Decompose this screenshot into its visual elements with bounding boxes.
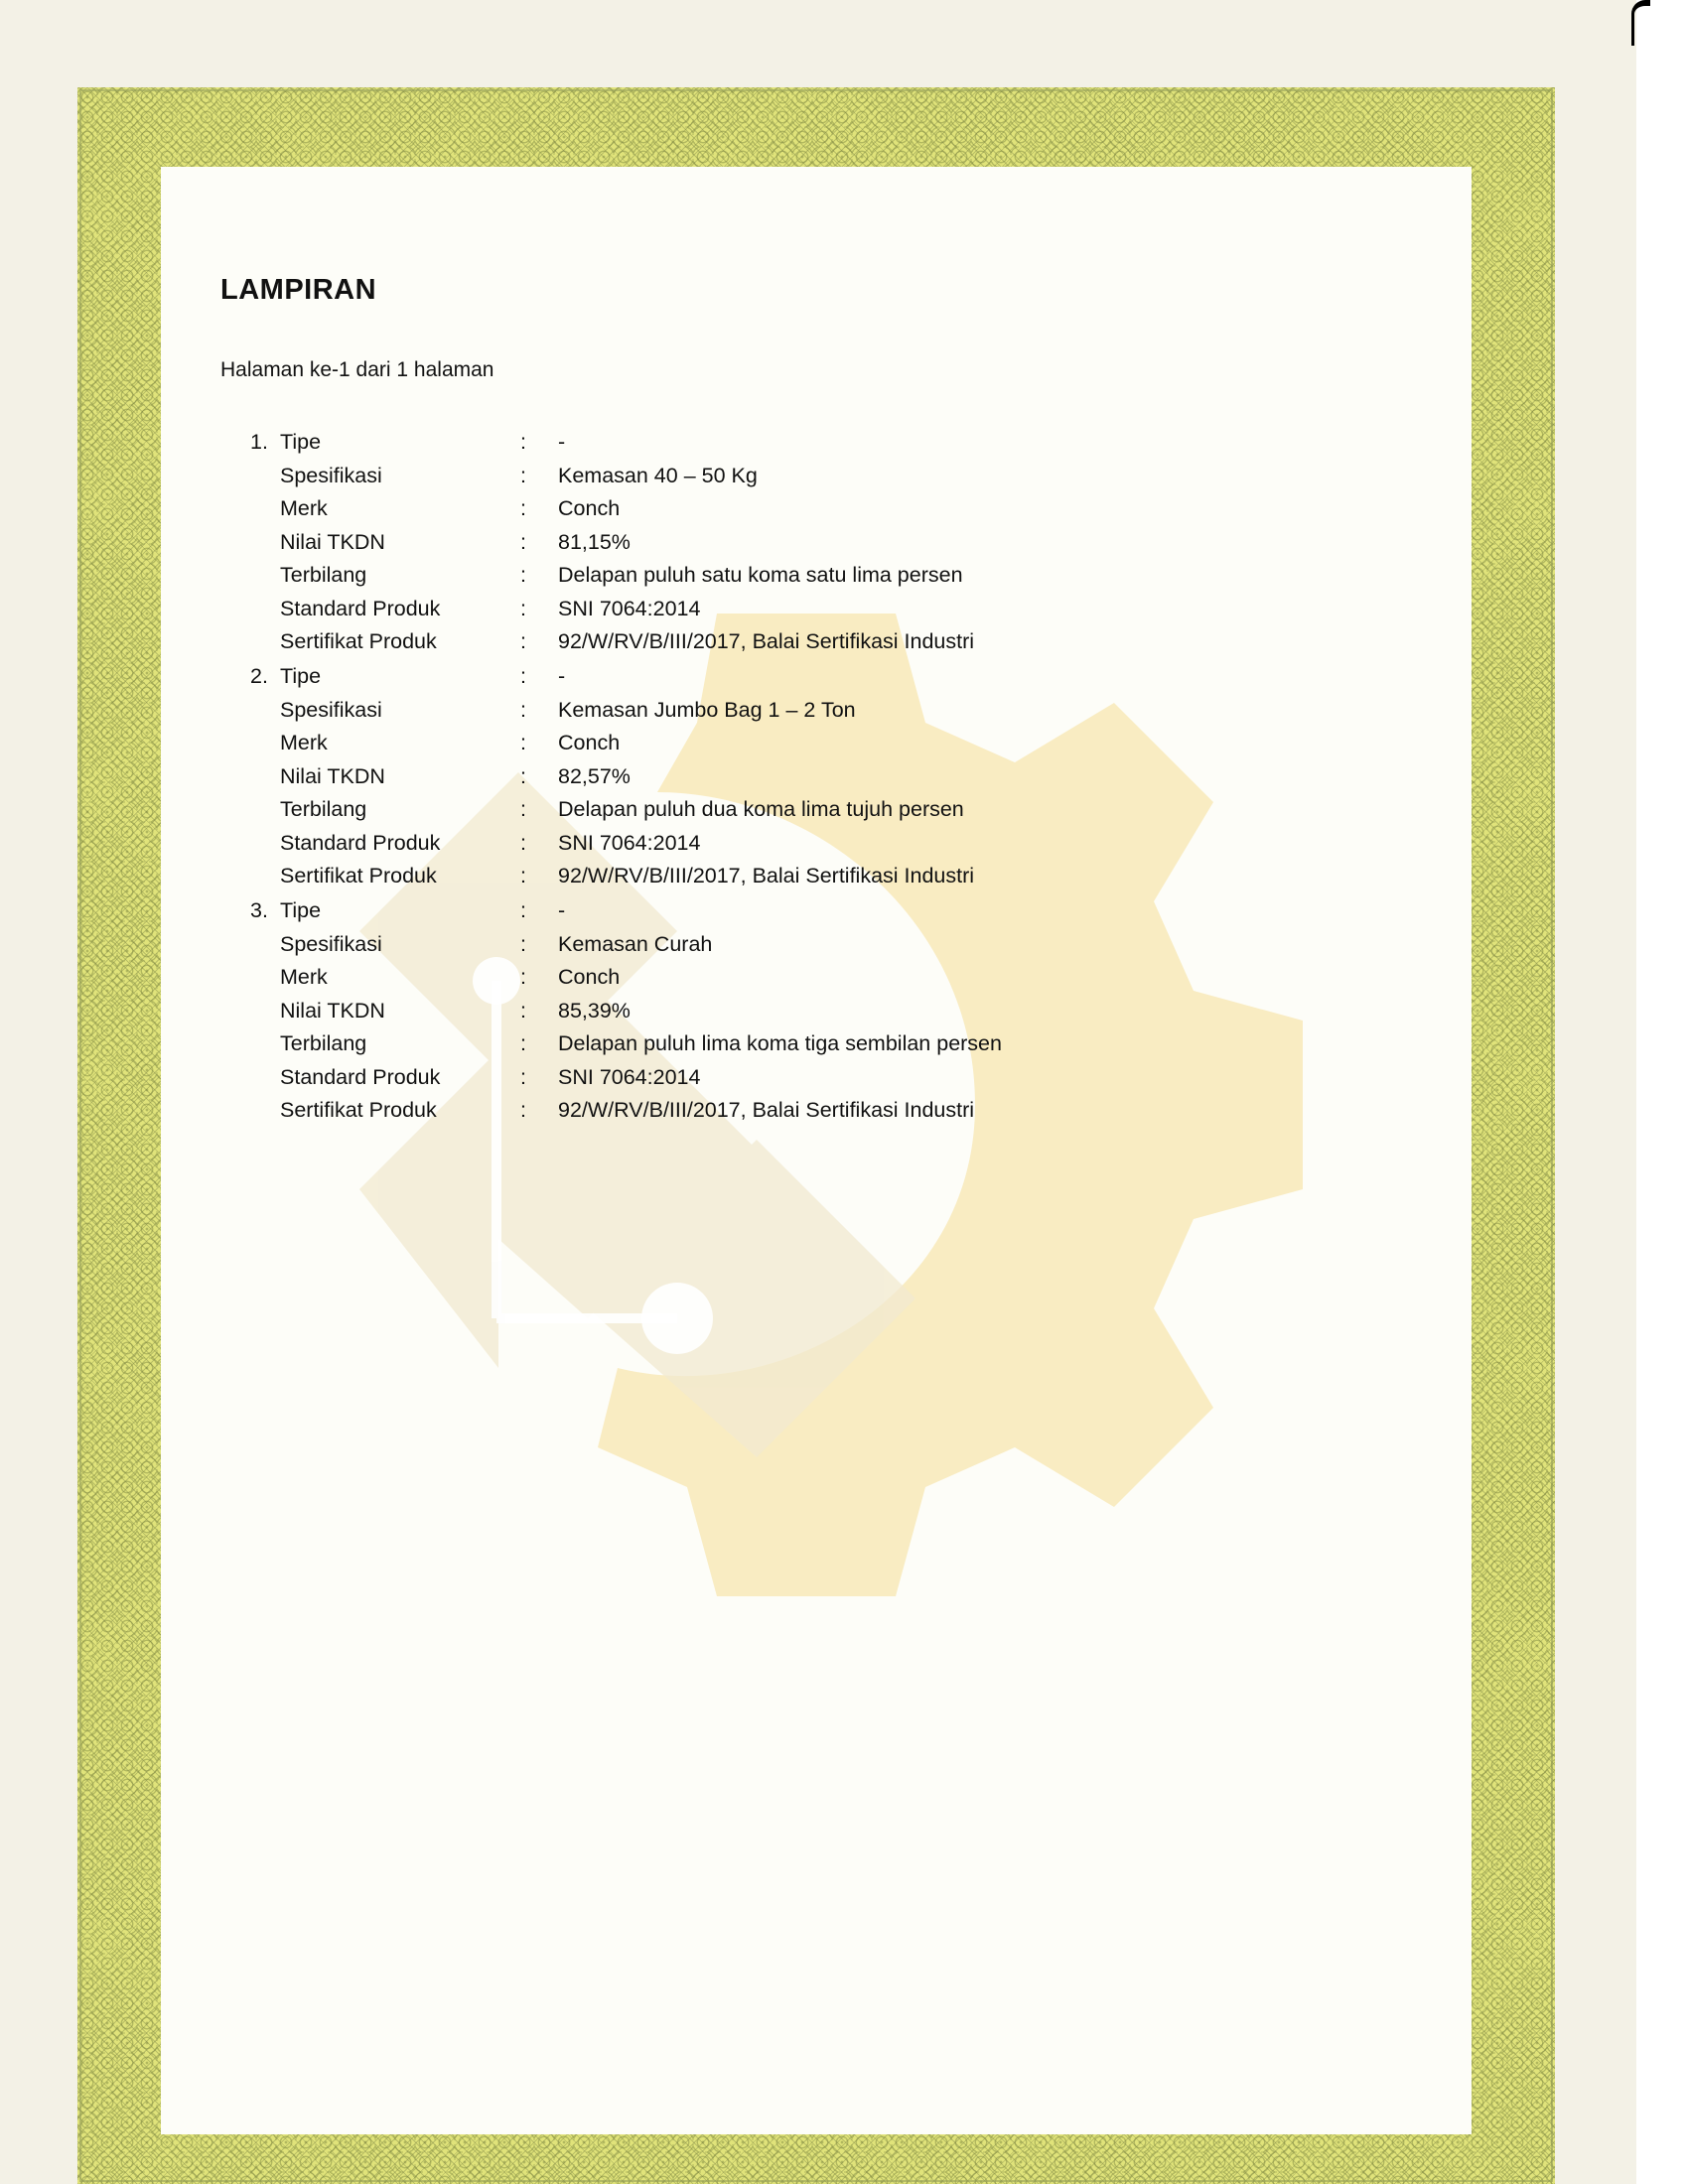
field-label: Tipe xyxy=(280,430,322,454)
item-number: 2. xyxy=(250,664,268,688)
field-separator: : xyxy=(520,529,526,554)
field-separator: : xyxy=(520,563,526,587)
field-label: Standard Produk xyxy=(280,596,441,620)
document-page xyxy=(161,167,1472,2134)
field-value: Conch xyxy=(558,731,621,754)
field-row-merk xyxy=(161,965,1472,999)
field-row-spesifikasi xyxy=(161,698,1472,732)
field-row-spesifikasi xyxy=(161,932,1472,966)
field-value: 92/W/RV/B/III/2017, Balai Sertifikasi Industri xyxy=(558,629,975,653)
field-separator: : xyxy=(520,496,526,520)
field-separator: : xyxy=(520,965,526,989)
field-value: Delapan puluh dua koma lima tujuh persen xyxy=(558,797,964,821)
field-separator: : xyxy=(520,697,526,722)
field-separator: : xyxy=(520,830,526,855)
field-separator: : xyxy=(520,797,526,821)
field-row-sertifikat-produk xyxy=(161,1098,1472,1132)
field-value: Conch xyxy=(558,496,621,520)
field-label: Merk xyxy=(280,965,328,989)
field-value: Conch xyxy=(558,965,621,989)
document-title: LAMPIRAN xyxy=(220,274,377,306)
field-value: SNI 7064:2014 xyxy=(558,1064,701,1089)
field-label: Terbilang xyxy=(280,797,367,821)
field-row-standard-produk xyxy=(161,597,1472,630)
field-value: SNI 7064:2014 xyxy=(558,596,701,620)
item-number: 1. xyxy=(250,430,268,454)
field-value: 92/W/RV/B/III/2017, Balai Sertifikasi Industri xyxy=(558,864,975,887)
field-label: Tipe xyxy=(280,898,322,922)
field-separator: : xyxy=(520,898,526,922)
field-label: Spesifikasi xyxy=(280,697,382,722)
field-label: Standard Produk xyxy=(280,1064,441,1089)
field-value: Kemasan Jumbo Bag 1 – 2 Ton xyxy=(558,697,856,722)
field-label: Merk xyxy=(280,731,328,754)
item-number: 3. xyxy=(250,898,268,922)
field-label: Merk xyxy=(280,496,328,520)
field-separator: : xyxy=(520,763,526,788)
field-value: SNI 7064:2014 xyxy=(558,830,701,855)
field-separator: : xyxy=(520,629,526,653)
field-row-sertifikat-produk xyxy=(161,629,1472,663)
scan-margin xyxy=(1636,0,1688,2184)
field-value: Delapan puluh lima koma tiga sembilan persen xyxy=(558,1031,1002,1055)
product-item xyxy=(161,430,1472,664)
field-separator: : xyxy=(520,1031,526,1055)
field-row-terbilang xyxy=(161,1031,1472,1065)
field-row-nilai-tkdn xyxy=(161,764,1472,798)
field-value: Kemasan 40 – 50 Kg xyxy=(558,463,758,487)
field-label: Sertifikat Produk xyxy=(280,629,437,653)
product-item xyxy=(161,898,1472,1133)
field-separator: : xyxy=(520,596,526,620)
field-label: Spesifikasi xyxy=(280,463,382,487)
field-row-tipe xyxy=(161,898,1472,932)
field-row-tipe xyxy=(161,430,1472,464)
field-value: 85,39% xyxy=(558,998,631,1023)
field-label: Nilai TKDN xyxy=(280,763,385,788)
scan-artifact xyxy=(1631,0,1650,46)
field-row-terbilang xyxy=(161,563,1472,597)
field-label: Nilai TKDN xyxy=(280,998,385,1023)
field-value: - xyxy=(558,898,566,922)
field-separator: : xyxy=(520,1064,526,1089)
field-label: Sertifikat Produk xyxy=(280,1098,437,1122)
product-item xyxy=(161,664,1472,898)
field-row-tipe xyxy=(161,664,1472,698)
field-row-spesifikasi xyxy=(161,464,1472,497)
field-row-merk xyxy=(161,496,1472,530)
field-separator: : xyxy=(520,731,526,754)
field-separator: : xyxy=(520,664,526,688)
document-content xyxy=(161,167,1472,2134)
field-row-merk xyxy=(161,731,1472,764)
field-value: Delapan puluh satu koma satu lima persen xyxy=(558,563,963,587)
field-row-nilai-tkdn xyxy=(161,999,1472,1032)
field-row-standard-produk xyxy=(161,831,1472,865)
field-value: 81,15% xyxy=(558,529,631,554)
field-row-nilai-tkdn xyxy=(161,530,1472,564)
field-separator: : xyxy=(520,1098,526,1122)
field-label: Tipe xyxy=(280,664,322,688)
field-value: - xyxy=(558,430,566,454)
field-value: Kemasan Curah xyxy=(558,931,713,956)
product-list xyxy=(161,430,1472,1133)
field-separator: : xyxy=(520,998,526,1023)
field-label: Nilai TKDN xyxy=(280,529,385,554)
field-separator: : xyxy=(520,430,526,454)
field-label: Terbilang xyxy=(280,1031,367,1055)
field-label: Standard Produk xyxy=(280,830,441,855)
field-separator: : xyxy=(520,864,526,887)
field-row-terbilang xyxy=(161,797,1472,831)
field-separator: : xyxy=(520,931,526,956)
field-label: Terbilang xyxy=(280,563,367,587)
field-row-sertifikat-produk xyxy=(161,864,1472,897)
field-separator: : xyxy=(520,463,526,487)
field-row-standard-produk xyxy=(161,1065,1472,1099)
field-label: Spesifikasi xyxy=(280,931,382,956)
field-label: Sertifikat Produk xyxy=(280,864,437,887)
field-value: 92/W/RV/B/III/2017, Balai Sertifikasi Industri xyxy=(558,1098,975,1122)
field-value: - xyxy=(558,664,566,688)
page-indicator: Halaman ke-1 dari 1 halaman xyxy=(220,358,494,381)
field-value: 82,57% xyxy=(558,763,631,788)
